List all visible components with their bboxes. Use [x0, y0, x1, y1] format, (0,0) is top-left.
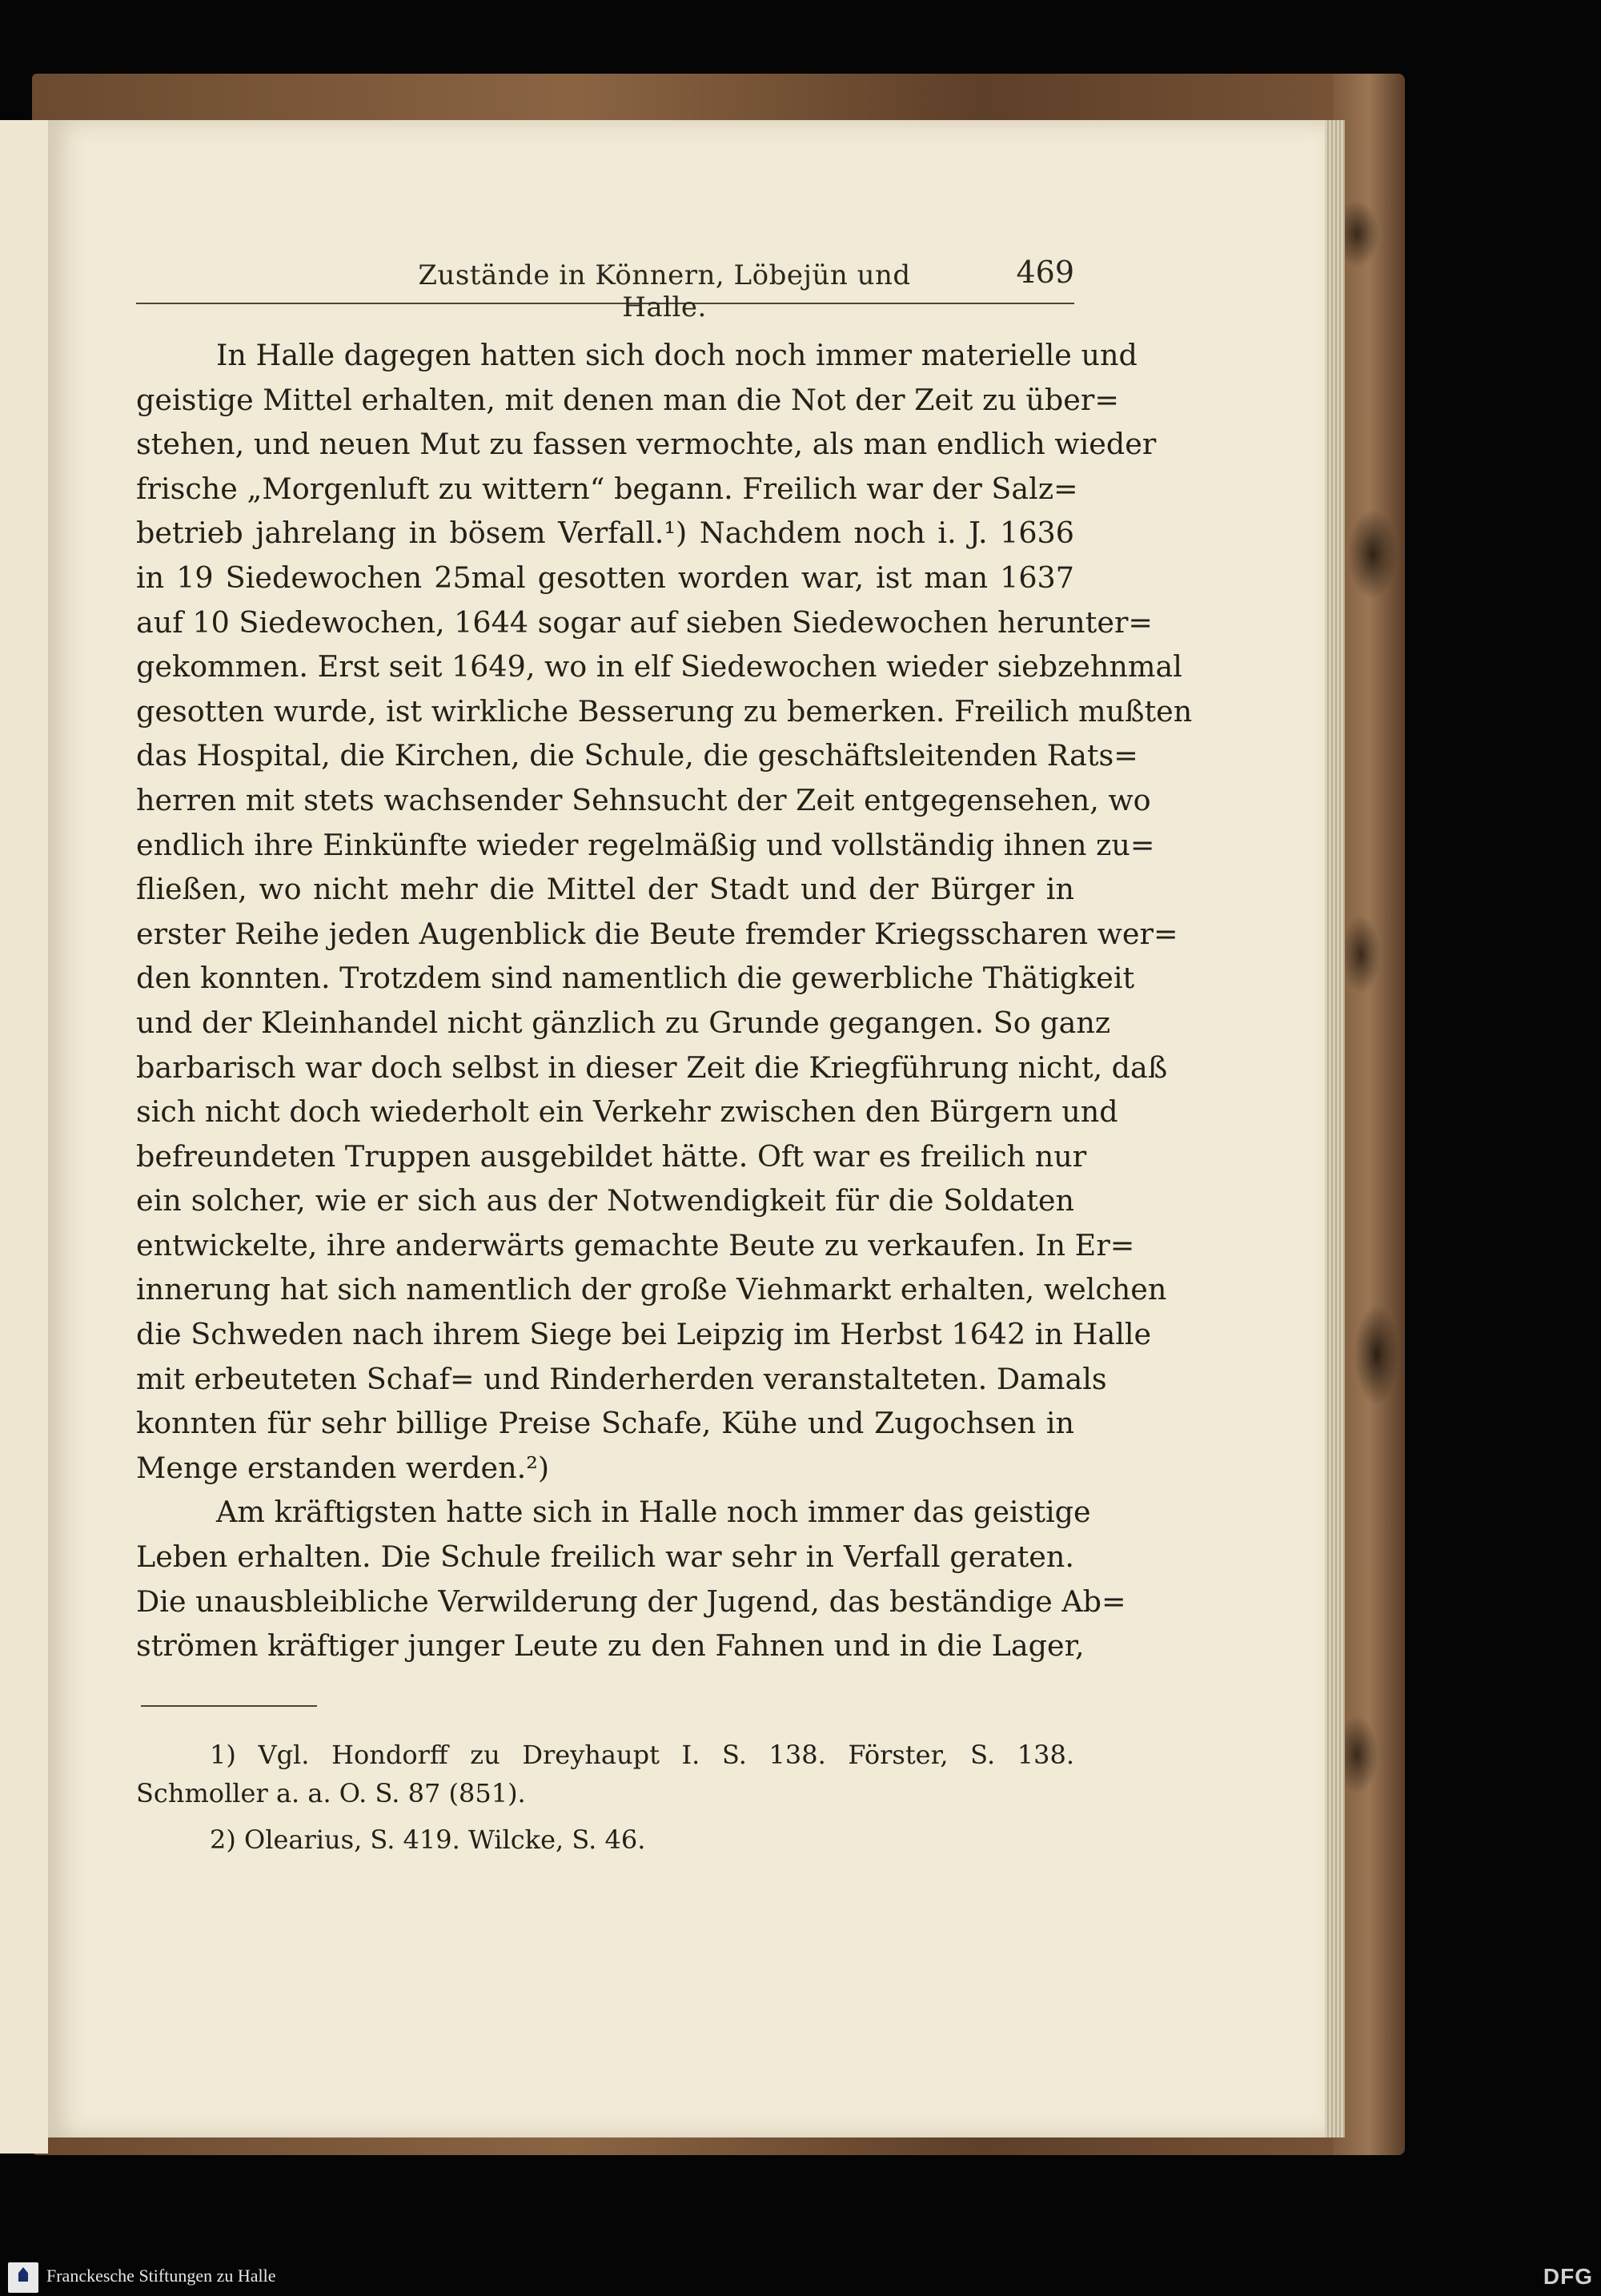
text-line: endlich ihre Einkünfte wieder regelmäßig und vollständig ihnen zu=: [136, 827, 1155, 862]
text-line: mit erbeuteten Schaf= und Rinderherden veranstalteten. Damals: [136, 1361, 1107, 1396]
text-line: fließen, wo nicht mehr die Mittel der Stadt und der Bürger in: [136, 872, 1074, 907]
text-line: Leben erhalten. Die Schule freilich war sehr in Verfall geraten.: [136, 1539, 1074, 1575]
running-title: Zustände in Könnern, Löbejün und Halle.: [418, 259, 911, 323]
footnote-1-continued: Schmoller a. a. O. S. 87 (851).: [136, 1778, 526, 1808]
text-line: in 19 Siedewochen 25mal gesotten worden war, ist man 1637: [136, 560, 1074, 595]
page-number: 469: [1016, 255, 1074, 290]
text-line: strömen kräftiger junger Leute zu den Fahnen und in die Lager,: [136, 1628, 1085, 1664]
text-line: den konnten. Trotzdem sind namentlich die gewerbliche Thätigkeit: [136, 961, 1135, 996]
text-line: das Hospital, die Kirchen, die Schule, die geschäftsleitenden Rats=: [136, 738, 1138, 773]
text-line: sich nicht doch wiederholt ein Verkehr zwischen den Bürgern und: [136, 1094, 1118, 1130]
text-line: herren mit stets wachsender Sehnsucht der Zeit entgegensehen, wo: [136, 782, 1151, 817]
text-line: die Schweden nach ihrem Siege bei Leipzig im Herbst 1642 in Halle: [136, 1317, 1152, 1352]
text-line: innerung hat sich namentlich der große Viehmarkt erhalten, welchen: [136, 1272, 1167, 1307]
text-line: auf 10 Siedewochen, 1644 sogar auf sieben Siedewochen herunter=: [136, 604, 1153, 640]
dfg-logo: DFG: [1543, 2264, 1593, 2289]
text-line: frische „Morgenluft zu wittern“ begann. Freilich war der Salz=: [136, 471, 1078, 506]
text-line: Menge erstanden werden.²): [136, 1450, 550, 1485]
footnote-2: 2) Olearius, S. 419. Wilcke, S. 46.: [210, 1824, 646, 1855]
footnotes: [136, 1736, 1074, 1859]
text-line: befreundeten Truppen ausgebildet hätte. Oft war es freilich nur: [136, 1138, 1087, 1174]
holder-name: Franckesche Stiftungen zu Halle: [46, 2266, 276, 2286]
text-line: erster Reihe jeden Augenblick die Beute fremder Kriegsscharen wer=: [136, 916, 1178, 951]
text-line: geistige Mittel erhalten, mit denen man die Not der Zeit zu über=: [136, 382, 1119, 417]
text-line: barbarisch war doch selbst in dieser Zeit die Kriegführung nicht, daß: [136, 1050, 1168, 1085]
footnote-rule: [141, 1705, 317, 1707]
body-text: [136, 333, 1193, 1668]
holder-logo-icon: [8, 2262, 38, 2293]
text-line: konnten für sehr billige Preise Schafe, Kühe und Zugochsen in: [136, 1406, 1074, 1441]
text-line: gekommen. Erst seit 1649, wo in elf Siedewochen wieder siebzehnmal: [136, 649, 1182, 684]
text-line: Die unausbleibliche Verwilderung der Jugend, das beständige Ab=: [136, 1584, 1126, 1619]
text-line: In Halle dagegen hatten sich doch noch immer materielle und: [216, 338, 1138, 372]
text-line: stehen, und neuen Mut zu fassen vermochte, als man endlich wieder: [136, 427, 1157, 462]
facing-page-edge: [0, 120, 48, 2154]
text-line: entwickelte, ihre anderwärts gemachte Beute zu verkaufen. In Er=: [136, 1227, 1135, 1262]
text-line: Am kräftigsten hatte sich in Halle noch immer das geistige: [216, 1495, 1091, 1530]
text-line: ein solcher, wie er sich aus der Notwendigkeit für die Soldaten: [136, 1183, 1074, 1218]
running-head: [136, 255, 1074, 323]
text-line: und der Kleinhandel nicht gänzlich zu Grunde gegangen. So ganz: [136, 1005, 1111, 1040]
footnote-1: 1) Vgl. Hondorff zu Dreyhaupt I. S. 138. Förster, S. 138.: [210, 1740, 1074, 1770]
text-line: gesotten wurde, ist wirkliche Besserung zu bemerken. Freilich mußten: [136, 693, 1193, 729]
text-line: betrieb jahrelang in bösem Verfall.¹) Nachdem noch i. J. 1636: [136, 516, 1074, 551]
